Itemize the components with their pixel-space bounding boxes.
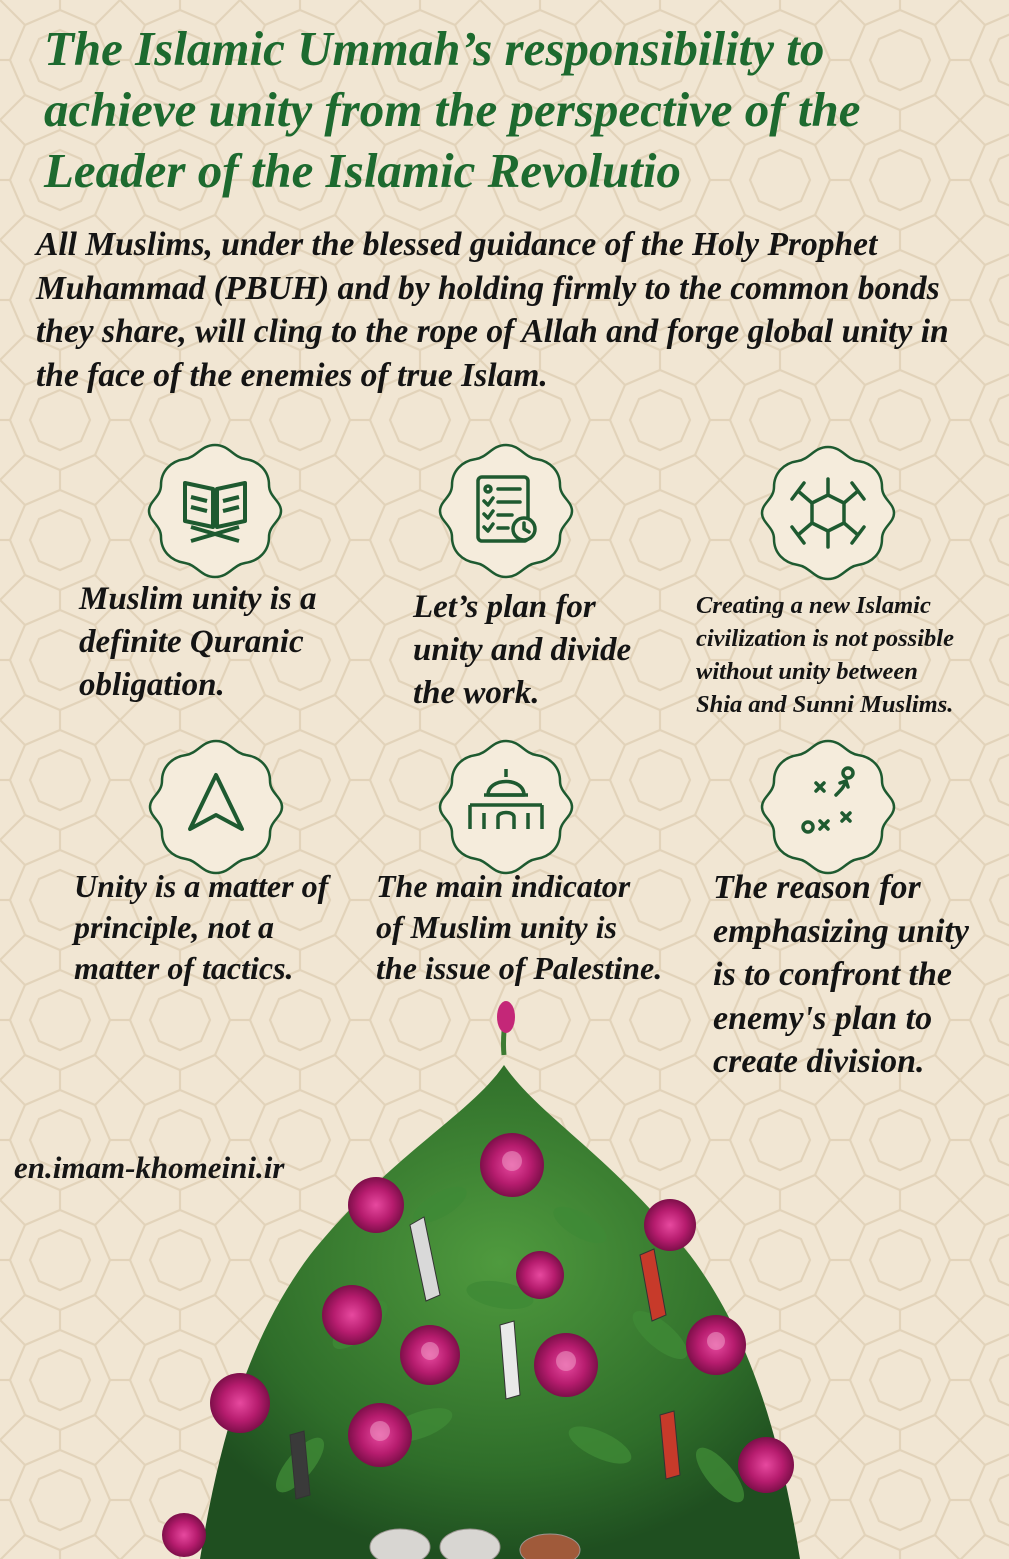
flower-dome-illustration [140, 995, 860, 1559]
page-title: The Islamic Ummah’s responsibility to achieve unity from the perspective of the Leader of the Islamic Revolutio [44, 21, 861, 198]
website-url: en.imam-khomeini.ir [14, 1150, 285, 1185]
caption-plan-for-unity: Let’s plan for unity and divide the work. [413, 589, 632, 711]
quran-icon [145, 441, 285, 581]
intro-paragraph: All Muslims, under the blessed guidance of the Holy Prophet Muhammad (PBUH) and by holding firmly to the common bonds they share, will cling to the rope of Allah and forge global unity in the face of the enemies of true Islam. [36, 226, 949, 394]
mosque-dome-icon [436, 737, 576, 877]
strategy-plan-icon [758, 737, 898, 877]
caption-palestine-indicator: The main indicator of Muslim unity is the issue of Palestine. [376, 868, 663, 986]
joined-hands-icon [758, 443, 898, 583]
caption-quranic-obligation: Muslim unity is a definite Quranic obligation. [79, 581, 317, 703]
navigation-arrow-icon [146, 737, 286, 877]
checklist-icon [436, 441, 576, 581]
caption-new-islamic-civilization: Creating a new Islamic civilization is not possible without unity between Shia and Sunni Muslims. [696, 592, 954, 718]
caption-principle-not-tactics: Unity is a matter of principle, not a matter of tactics. [74, 868, 329, 986]
caption-confront-division: The reason for emphasizing unity is to confront the enemy's plan to create division. [713, 869, 970, 1080]
